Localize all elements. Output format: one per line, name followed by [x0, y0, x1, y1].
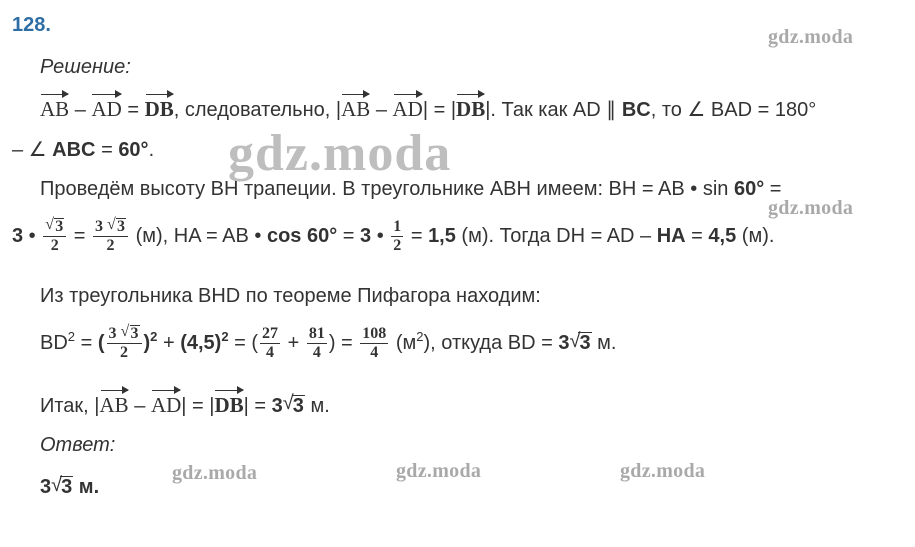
solution-label: Решение: [40, 56, 131, 78]
watermark: gdz.moda [172, 462, 258, 484]
fraction-3sqrt3-over-2: 3 √ 3 2 [107, 325, 142, 362]
vector-ad: AD [392, 97, 423, 121]
watermark: gdz.moda [768, 197, 854, 219]
vector-ab: AB [99, 393, 129, 417]
fraction-81-over-4: $\frac{81}{4}$ [308, 325, 325, 361]
vector-db: DB [214, 393, 244, 417]
sqrt-3: √ 3 [282, 392, 304, 417]
solution-line-6: $BD^2$ = ( 3 √ 3 2 )$^2 + (4,5)^2$ = ( $\frac{27}{4}$ + $\frac{81}{4}$ ) = $\frac{108}{4}$ $(м^2)$, откуда BD = 3 √ 3 м. [40, 323, 617, 361]
solution-line-2: – ∠ ABC = 60°. [12, 139, 155, 161]
fraction-1-over-2: $\frac{1}{2}$ [393, 218, 402, 254]
fraction-3sqrt3-over-2: 3 √ 3 2 [93, 218, 128, 255]
watermark: gdz.moda [768, 26, 854, 48]
fraction-sqrt3-over-2: √ 3 2 [43, 218, 66, 255]
solution-line-3: Проведём высоту BH трапеции. В треугольнике ABH имеем: BH = AB • sin 60° = [40, 178, 782, 200]
problem-number: 128. [12, 14, 51, 36]
vector-ab: AB [341, 97, 371, 121]
solution-line-7: Итак, |AB – AD| = |DB| = 3 √ 3 м. [40, 392, 330, 417]
watermark: gdz.moda [396, 460, 482, 482]
vector-db: DB [144, 97, 174, 121]
vector-ad: AD [150, 393, 182, 417]
answer-label: Ответ: [40, 434, 116, 456]
fraction-108-over-4: $\frac{108}{4}$ [362, 325, 387, 361]
vector-db: DB [456, 97, 486, 121]
watermark-large: gdz.moda [228, 125, 452, 182]
vector-ab: AB [40, 97, 70, 121]
solution-line-5: Из треугольника BHD по теореме Пифагора находим: [40, 285, 541, 307]
answer-value: 3 √ 3 м. [40, 474, 100, 498]
sqrt-3: √ 3 [51, 474, 73, 498]
fraction-27-over-4: $\frac{27}{4}$ [262, 325, 279, 361]
solution-line-4: 3 • √ 3 2 = 3 √ 3 2 (м), HA = AB • cos 60° = 3 • $\frac{1}{2}$ = 1,5 (м). Тогда DH = AD – HA = 4,5 (м). [12, 216, 775, 254]
watermark: gdz.moda [620, 460, 706, 482]
vector-ad: AD [91, 97, 122, 121]
sqrt-3: √ 3 [569, 329, 591, 354]
solution-line-1: AB – AD = DB, следовательно, |AB – AD| = |DB|. Так как AD ∥ BC, то ∠ BAD = 180° [40, 97, 817, 121]
